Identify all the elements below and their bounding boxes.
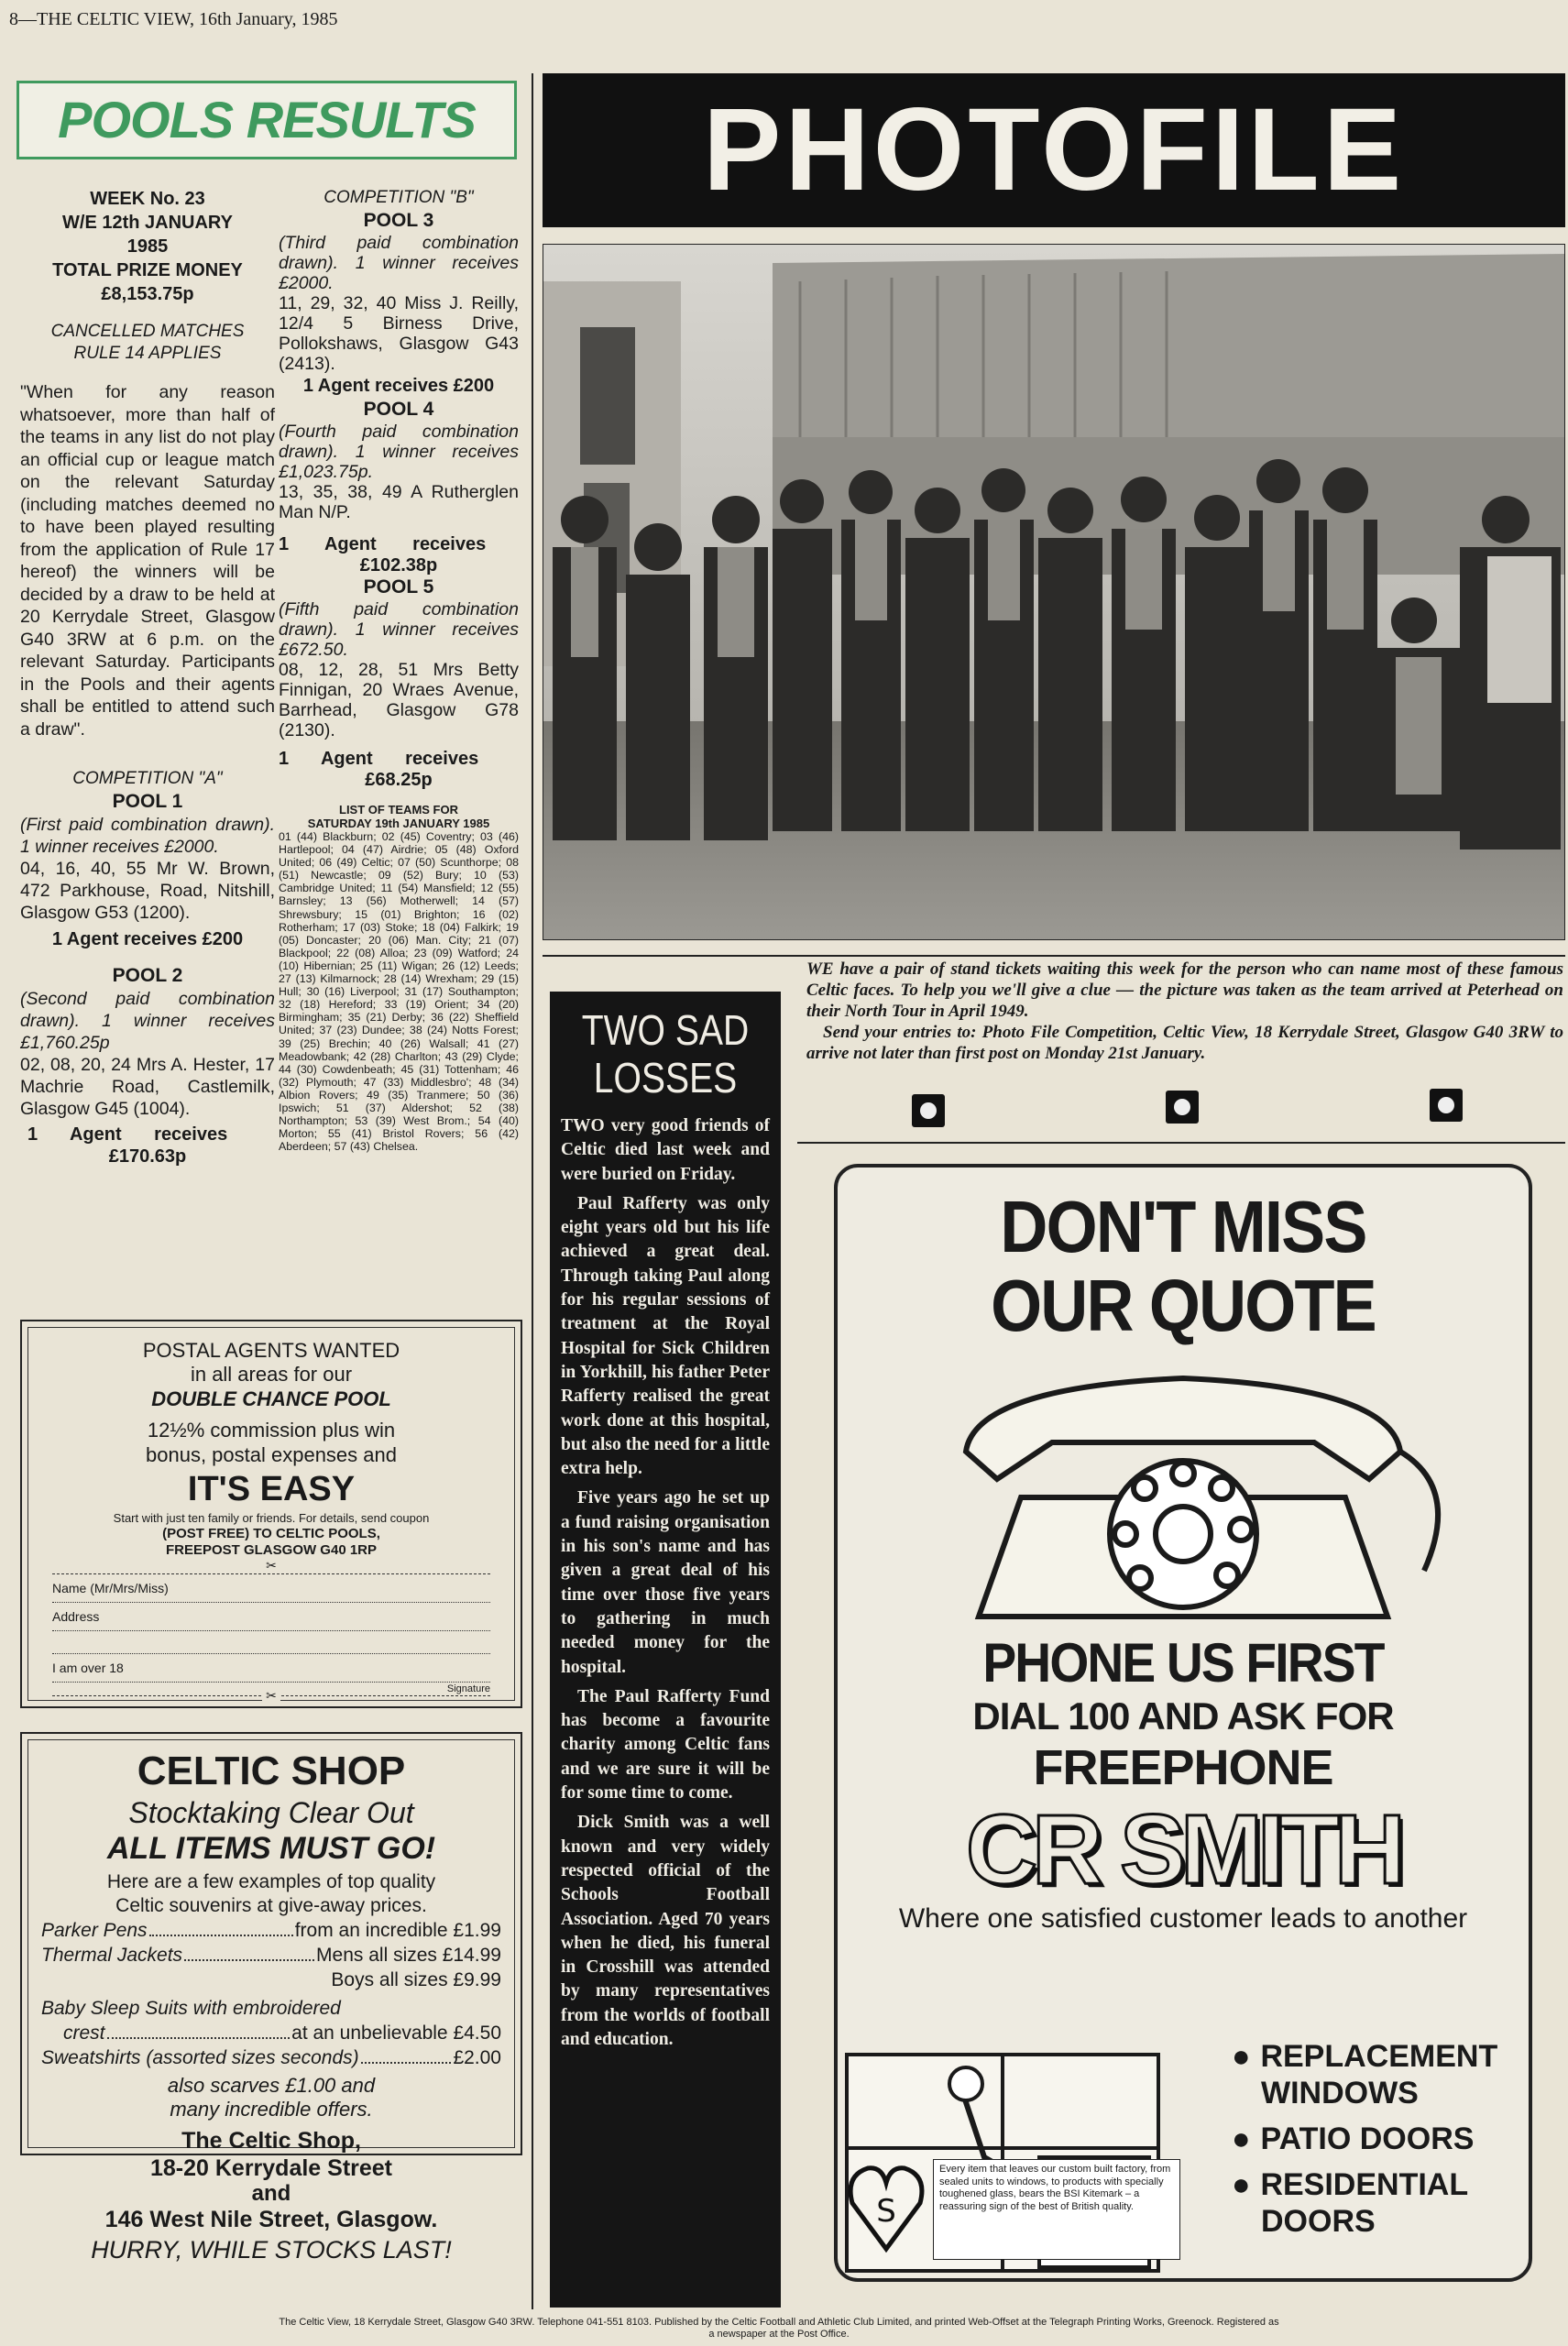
freephone: FREEPHONE [1033, 1740, 1333, 1795]
losses-title-1: TWO SAD [581, 1006, 750, 1054]
column-rule-left [532, 73, 533, 2309]
week-ending: W/E 12th JANUARY [62, 213, 233, 233]
dial-100: DIAL 100 AND ASK FOR [972, 1694, 1394, 1738]
pool-4-winner: 13, 35, 38, 49 A Rutherglen Man N/P. [279, 482, 519, 522]
pool-3-title: POOL 3 [363, 210, 434, 231]
shop-sub-2: ALL ITEMS MUST GO! [106, 1831, 436, 1866]
competition-a: COMPETITION "A" [72, 769, 223, 788]
football-icon-3 [1430, 1089, 1463, 1122]
cancelled-matches: CANCELLED MATCHES [50, 322, 245, 341]
pool-3-winner: 11, 29, 32, 40 Miss J. Reilly, 12/4 5 Birness Drive, Pollokshaws, Glasgow G43 (2413). [279, 293, 519, 374]
agents-line-5: bonus, postal expenses and [146, 1443, 397, 1466]
agents-line-4: 12½% commission plus win [147, 1419, 396, 1442]
shop-address-2: 18-20 Kerrydale Street [149, 2155, 393, 2181]
item-3-price: at an unbelievable £4.50 [291, 2023, 501, 2044]
name-field[interactable] [52, 1574, 490, 1603]
name-label: Name (Mr/Mrs/Miss) [52, 1581, 169, 1595]
pool-2-agent: 1 Agent receives [27, 1124, 228, 1145]
photofile-banner [543, 73, 1565, 227]
bullet-2-text: PATIO DOORS [1260, 2121, 1475, 2156]
shop-item-1 [41, 1918, 501, 1943]
cr-smith-ad [834, 1164, 1532, 2282]
postal-agents-box [20, 1320, 522, 1708]
shop-address-4: 146 West Nile Street, Glasgow. [104, 2207, 438, 2232]
football-icon-1 [912, 1094, 945, 1127]
pool-2-title: POOL 2 [112, 965, 183, 986]
bullet-3: ● RESIDENTIAL [1232, 2167, 1469, 2202]
team-list: 01 (44) Blackburn; 02 (45) Coventry; 03 (46) Hartlepool; 04 (47) Airdrie; 05 (48) Oxford United; 06 (49) Celtic; 07 (50) Scunthorpe; 08 (51) Newcastle; 09 (52) Bury; 10 (53) Cambridge United; 11 (54) Mansfield; 12 (55) Barnsley; 13 (56) Motherwell; 14 (57) Shrewsbury; 15 (01) Brighton; 16 (02) Rotherham; 17 (03) Stoke; 18 (04) Falkirk; 19 (05) Doncaster; 20 (06) Man. City; 21 (07) Blackpool; 22 (08) Alloa; 23 (09) Watford; 24 (10) Hibernian; 25 (11) Wigan; 26 (12) Leeds; 27 (13) Kilmarnock; 28 (14) Wrexham; 29 (15) Hull; 30 (16) Liverpool; 31 (17) Southampton; 32 (18) Hereford; 33 (19) Orient; 34 (20) Birmingham; 35 (21) Derby; 36 (22) Sheffield United; 37 (23) Dundee; 38 (24) Notts Forest; 39 (25) Brechin; 40 (26) Walsall; 41 (27) Meadowbank; 42 (28) Charlton; 43 (29) Clyde; 44 (30) Cowdenbeath; 45 (31) Tottenham; 46 (32) Plymouth; 47 (33) Middlesbro'; 48 (34) Albion Rovers; 49 (35) Tranmere; 50 (36) Ipswich; 51 (37) Aldershot; 52 (38) Northampton; 53 (39) West Brom.; 54 (40) Morton; 55 (41) Bristol Rovers; 56 (42) Aberdeen; 57 (43) Chelsea. [279, 830, 519, 1154]
agents-line-6: Start with just ten family or friends. For details, send coupon [113, 1511, 430, 1525]
pools-column-1 [20, 187, 275, 1168]
pool-4-desc: (Fourth paid combination drawn). 1 winner receives £1,023.75p. [279, 422, 519, 482]
photofile-title: PHOTOFILE [702, 84, 1406, 215]
bsi-kitemark-icon [845, 2157, 927, 2258]
item-2-price-boys: Boys all sizes £9.99 [331, 1969, 501, 1990]
pool-2-winner: 02, 08, 20, 24 Mrs A. Hester, 17 Machrie Road, Castlemilk, Glasgow G45 (1004). [20, 1055, 275, 1119]
kitemark-text: Every item that leaves our custom built factory, from sealed units to windows, to products with specially toughened glass, bears the BSI Kitemark – a reassuring sign of the best of British quality. [933, 2159, 1180, 2260]
pools-title: POOLS RESULTS [58, 91, 476, 148]
caption-paragraph-1: WE have a pair of stand tickets waiting this week for the person who can name most of these famous Celtic faces. To help you we'll give a clue — the picture was taken as the team arrived at Peterhead on their North Tour in April 1949. [806, 959, 1563, 1021]
shop-title: CELTIC SHOP [137, 1749, 406, 1793]
agents-line-8: FREEPOST GLASGOW G40 1RP [165, 1542, 378, 1558]
pools-title-box [16, 81, 517, 159]
ad-headline-1: DON'T MISS [1000, 1186, 1366, 1267]
agents-line-3: DOUBLE CHANCE POOL [151, 1387, 391, 1410]
address-field[interactable] [52, 1603, 490, 1631]
shop-extra-2: many incredible offers. [170, 2098, 373, 2121]
shop-intro-1: Here are a few examples of top quality [106, 1871, 436, 1892]
pool-4-agent-amount: £102.38p [359, 555, 438, 576]
bullet-1-line-2: WINDOWS [1261, 2076, 1419, 2110]
two-sad-losses-box [550, 992, 781, 2308]
losses-paragraph-1: TWO very good friends of Celtic died last week and were buried on Friday. [561, 1116, 770, 1184]
losses-paragraph-5: Dick Smith was a well known and very widely respected official of the Schools Football Association. Aged 70 years when he died, his funeral in Crosshill was attended by many representatives from the worlds of football and education. [561, 1813, 770, 2049]
week-year: 1985 [126, 236, 169, 257]
pool-1-winner: 04, 16, 40, 55 Mr W. Brown, 472 Parkhouse, Road, Nitshill, Glasgow G53 (1200). [20, 859, 275, 923]
item-3-name: Baby Sleep Suits with embroidered [41, 1998, 341, 2019]
over-18-label: I am over 18 [52, 1661, 124, 1675]
team-list-title: LIST OF TEAMS FOR [339, 803, 458, 817]
agents-line-7: (POST FREE) TO CELTIC POOLS, [162, 1526, 380, 1541]
pool-3-agent: 1 Agent receives £200 [302, 376, 495, 396]
losses-paragraph-4: The Paul Rafferty Fund has become a favourite charity among Celtic fans and we are sure it will be for some time to come. [561, 1686, 770, 1803]
running-head: 8—THE CELTIC VIEW, 16th January, 1985 [9, 9, 338, 29]
total-prize-value: £8,153.75p [101, 284, 194, 304]
agents-line-2: in all areas for our [190, 1363, 353, 1386]
caption-paragraph-2: Send your entries to: Photo File Competition, Celtic View, 18 Kerrydale Street, Glasgow G40 3RW to arrive not later than first post on Monday 21st January. [806, 1023, 1563, 1063]
agents-line-1: POSTAL AGENTS WANTED [142, 1339, 400, 1362]
team-list-date: SATURDAY 19th JANUARY 1985 [307, 817, 490, 830]
pool-5-title: POOL 5 [363, 576, 434, 597]
football-icon-2 [1166, 1091, 1199, 1124]
bullet-1: ● REPLACEMENT [1232, 2039, 1498, 2074]
pool-4-agent: 1 Agent receives [279, 534, 487, 554]
bullet-1-line-1: REPLACEMENT [1260, 2039, 1498, 2074]
pool-1-desc: (First paid combination drawn). 1 winner receives £2000. [20, 815, 275, 857]
its-easy: IT'S EASY [187, 1470, 356, 1508]
celtic-shop-box [20, 1732, 522, 2264]
pool-4-title: POOL 4 [363, 399, 434, 420]
total-prize-label: TOTAL PRIZE MONEY [52, 260, 243, 280]
pool-5-agent: 1 Agent receives [279, 749, 479, 769]
item-1-name: Parker Pens [41, 1920, 148, 1941]
shop-item-3 [41, 2021, 501, 2045]
bullet-2: ● PATIO DOORS [1232, 2121, 1475, 2156]
phone-us-first: PHONE US FIRST [982, 1632, 1384, 1694]
telephone-icon [838, 1351, 1529, 1626]
pool-5-desc: (Fifth paid combination drawn). 1 winner receives £672.50. [279, 599, 519, 660]
svg-text:S: S [876, 2193, 896, 2230]
photo-rule [543, 955, 1565, 957]
shop-item-2 [41, 1943, 501, 1968]
shop-sub-1: Stocktaking Clear Out [128, 1796, 414, 1829]
pool-2-desc: (Second paid combination drawn). 1 winner receives £1,760.25p [20, 989, 275, 1053]
shop-address-1: The Celtic Shop, [181, 2128, 361, 2154]
rule-14: RULE 14 APPLIES [73, 344, 222, 363]
scissors-icon: ✂ [266, 1558, 277, 1573]
ad-tagline: Where one satisfied customer leads to another [898, 1903, 1468, 1934]
pool-3-desc: (Third paid combination drawn). 1 winner receives £2000. [279, 233, 519, 293]
shop-extra-1: also scarves £1.00 and [167, 2074, 376, 2097]
item-2-price: Mens all sizes £14.99 [316, 1945, 501, 1966]
team-photo-illustration [543, 245, 1565, 940]
rule-text: "When for any reason whatsoever, more than half of the teams in any list do not play an official cup or league match on the relevant Saturday (including matches deemed no to have been played resulting from the application of Rule 17 hereof) the winners will be decided by a draw to be held at 20 Kerrydale Street, Glasgow G40 3RW at 6 p.m. on the relevant Saturday. Participants in the Pools and their agents shall be entitled to attend such a draw". [20, 382, 275, 740]
team-photo [543, 244, 1565, 940]
ad-headline-2: OUR QUOTE [991, 1265, 1376, 1346]
shop-intro-2: Celtic souvenirs at give-away prices. [115, 1895, 427, 1916]
pools-column-2 [279, 187, 519, 1153]
pool-5-winner: 08, 12, 28, 51 Mrs Betty Finnigan, 20 Wraes Avenue, Barrhead, Glasgow G78 (2130). [279, 660, 519, 740]
item-4-price: £2.00 [453, 2047, 501, 2068]
losses-paragraph-3: Five years ago he set up a fund raising organisation in his son's name and has given a great deal of his time over those five years to gathering in much needed money for the hospital. [561, 1488, 770, 1677]
footer-imprint: The Celtic View, 18 Kerrydale Street, Glasgow G40 3RW. Telephone 041-551 8103. Published by the Celtic Football and Athletic Club Limited, and printed Web-Offset at the Telegraph Printing Works, Greenock. Registered as a newspaper at the Post Office. [279, 2317, 1279, 2340]
ad-top-rule [797, 1142, 1565, 1144]
hurry-line: HURRY, WHILE STOCKS LAST! [91, 2236, 452, 2264]
pool-2-agent-amount: £170.63p [108, 1146, 187, 1167]
item-1-price: from an incredible £1.99 [294, 1920, 501, 1941]
pool-1-title: POOL 1 [112, 791, 183, 812]
week-number: WEEK No. 23 [90, 189, 205, 209]
losses-paragraph-2: Paul Rafferty was only eight years old but his life achieved a great deal. Through taking Paul along for his regular sessions of treatment at the Royal Hospital for Sick Children in Yorkhill, his father Peter Rafferty realised the great work done at this hospital, but also the need for a little extra help. [561, 1193, 770, 1479]
age-confirmation-field[interactable] [52, 1654, 490, 1694]
bullet-3-line-1: RESIDENTIAL [1260, 2167, 1469, 2202]
cr-smith-logo: CR SMITH [966, 1793, 1400, 1904]
item-2-name: Thermal Jackets [41, 1945, 183, 1966]
shop-item-4 [41, 2045, 501, 2070]
address-field-2[interactable] [52, 1631, 490, 1654]
bullet-3-line-2: DOORS [1261, 2204, 1376, 2239]
ad-bottom-section [838, 2038, 1529, 2282]
shop-address-3: and [251, 2181, 291, 2206]
signature-label: Signature [446, 1683, 490, 1694]
item-4-name: Sweatshirts (assorted sizes seconds) [41, 2047, 359, 2068]
losses-title-2: LOSSES [593, 1054, 738, 1102]
ad-bullets [1232, 2038, 1525, 2240]
competition-b: COMPETITION "B" [323, 188, 474, 207]
address-label: Address [52, 1609, 100, 1624]
pool-5-agent-amount: £68.25p [365, 770, 433, 790]
item-3-crest: crest [63, 2023, 105, 2044]
photofile-caption [806, 959, 1563, 1064]
scissors-icon-2: ✂ [52, 1695, 490, 1709]
pool-1-agent: 1 Agent receives £200 [51, 929, 244, 949]
